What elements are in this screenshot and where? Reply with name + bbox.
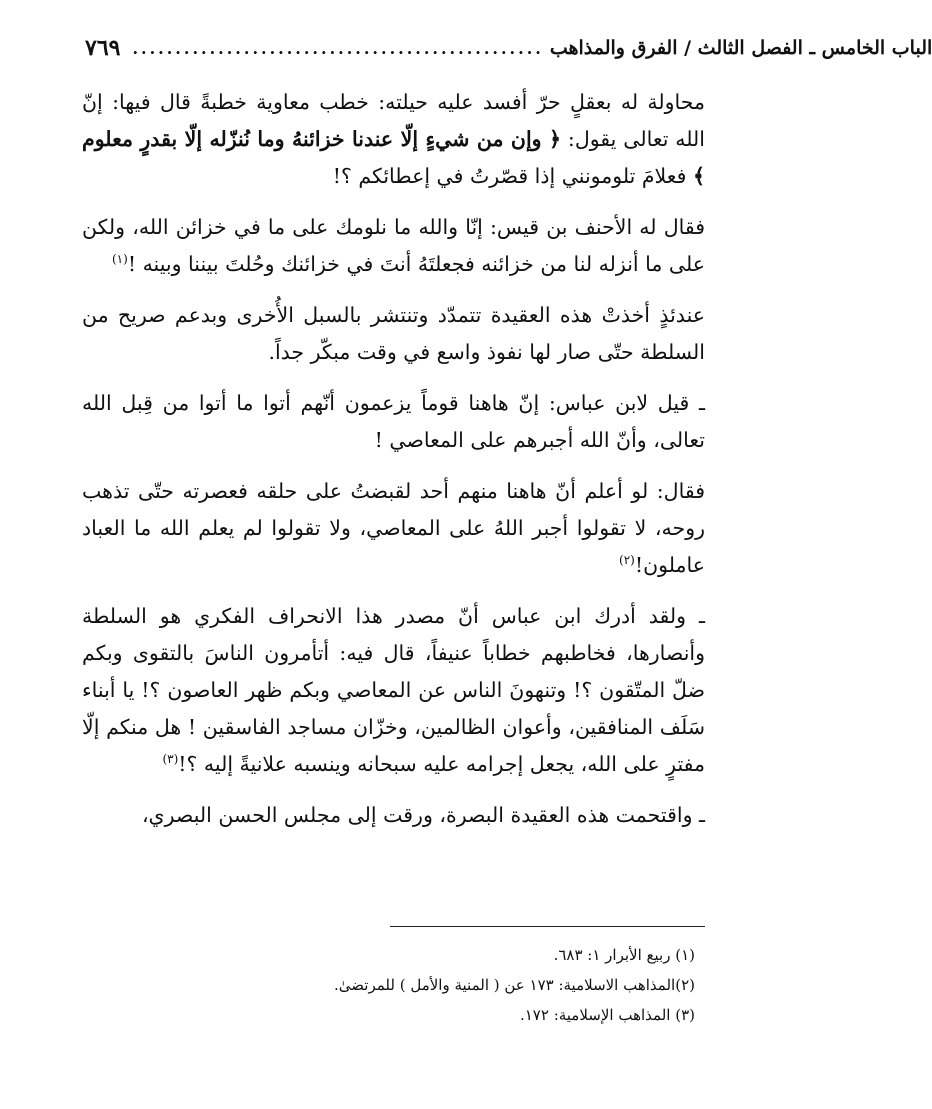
footnotes (82, 940, 695, 1030)
paragraph-7-text: ـ واقتحمت هذه العقيدة البصرة، ورقت إلى مجلس الحسن البصري، (141, 803, 705, 827)
page-number: ٧٦٩ (85, 35, 121, 61)
main-text (82, 84, 705, 848)
paragraph-5 (82, 473, 705, 584)
paragraph-4-text: ـ قيل لابن عباس: إنّ هاهنا قوماً يزعمون أنّهم أتوا ما أتوا من قِبل الله تعالى، وأنّ الله أجبرهم على المعاصي ! (82, 391, 705, 452)
paragraph-1-text-a: محاولة له بعقلٍ حرّ أفسد عليه حيلته: خطب معاوية خطبةً قال فيها: إنّ الله تعالى يقول: (82, 90, 705, 151)
paragraph-3 (82, 297, 705, 371)
footnote-1: (١) ربيع الأبرار ١: ٦٨٣. (553, 946, 695, 964)
footnote-ref-1[interactable]: (١) (111, 252, 128, 267)
running-title: الباب الخامس ـ الفصل الثالث / الفرق والمذاهب (549, 37, 932, 59)
footnote-2: (٢)المذاهب الاسلامية: ١٧٣ عن ( المنية والأمل ) للمرتضىٰ. (334, 976, 695, 994)
paragraph-1 (82, 84, 705, 195)
footnote-ref-2[interactable]: (٢) (619, 553, 635, 568)
footnote-ref-3[interactable]: (٣) (162, 752, 179, 767)
quran-verse: ﴿ وإن من شيءٍ إلّا عندنا خزائنهُ وما نُنزّله إلّا بقدرٍ معلوم ﴾ (82, 127, 705, 188)
paragraph-6 (82, 598, 705, 783)
page-header (85, 30, 932, 66)
footnote-3: (٣) المذاهب الإسلامية: ١٧٢. (519, 1006, 695, 1024)
paragraph-1-text-b: فعلامَ تلومونني إذا قصّرتُ في إعطائكم ؟! (332, 164, 693, 188)
paragraph-7 (82, 797, 705, 834)
paragraph-5-text: فقال: لو أعلم أنّ هاهنا منهم أحد لقبضتُ على حلقه فعصرته حتّى تذهب روحه، لا تقولوا أجبر اللهُ على المعاصي، ولا تقولوا لم يعلم الله ما العباد عاملون! (82, 479, 705, 577)
footnote-divider (390, 926, 705, 927)
dot-leader: ................................................ (132, 38, 544, 58)
paragraph-3-text: عندئذٍ أخذتْ هذه العقيدة تتمدّد وتنتشر بالسبل الأُخرى وبدعم صريح من السلطة حتّى صار لها نفوذ واسع في وقت مبكّر جداً. (82, 303, 705, 364)
paragraph-6-text: ـ ولقد أدرك ابن عباس أنّ مصدر هذا الانحراف الفكري هو السلطة وأنصارها، فخاطبهم خطاباً عنيفاً، قال فيه: أتأمرون الناسَ بالتقوى وبكم ضلّ المتّقون ؟! وتنهونَ الناس عن المعاصي وبكم ظهر العاصون ؟! يا أبناء سَلَف المنافقين، وأعوان الظالمين، وخزّان مساجد الفاسقين ! هل منكم إلّا مفترٍ على الله، يجعل إجرامه عليه سبحانه وينسبه علانيةً إليه ؟! (82, 604, 705, 776)
paragraph-2 (82, 209, 705, 283)
paragraph-4 (82, 385, 705, 459)
paragraph-2-text: فقال له الأحنف بن قيس: إنّا والله ما نلومك على ما في خزائن الله، ولكن على ما أنزله لنا من خزائنه فجعلتَهُ أنتَ في خزائنك وحُلتَ بيننا وبينه ! (82, 215, 705, 276)
